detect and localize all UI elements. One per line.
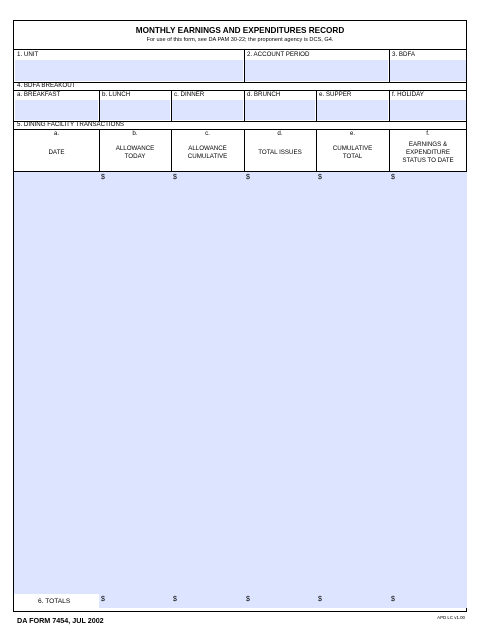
bdfa-breakout-field[interactable] [100, 100, 170, 120]
currency-symbol: $ [101, 174, 105, 181]
table-cell[interactable] [99, 376, 172, 391]
table-cell[interactable] [171, 390, 245, 405]
column-header [14, 149, 99, 157]
table-cell[interactable] [171, 349, 245, 364]
table-cell[interactable] [316, 444, 390, 459]
table-cell[interactable] [99, 267, 172, 282]
table-cell[interactable] [244, 553, 317, 568]
divider [99, 90, 100, 121]
table-cell[interactable] [14, 526, 100, 541]
table-cell[interactable] [389, 349, 467, 364]
currency-symbol: $ [173, 595, 177, 603]
table-cell[interactable] [14, 240, 100, 255]
table-cell[interactable] [316, 553, 390, 568]
transactions-title: 5. DINING FACILITY TRANSACTIONS [17, 121, 125, 128]
table-cell[interactable] [99, 430, 172, 445]
table-cell[interactable] [316, 471, 390, 486]
table-cell[interactable] [14, 226, 100, 241]
table-cell[interactable] [171, 362, 245, 377]
column-letter: c. [205, 130, 210, 137]
table-cell[interactable] [316, 349, 390, 364]
bdfa-breakout-label: b. LUNCH [102, 91, 131, 98]
table-cell[interactable] [14, 199, 100, 214]
table-cell[interactable] [389, 553, 467, 568]
table-cell[interactable] [244, 349, 317, 364]
table-cell[interactable] [244, 172, 317, 187]
table-cell[interactable] [171, 213, 245, 228]
table-cell[interactable] [244, 485, 317, 500]
column-header-line: CUMULATIVE [187, 153, 228, 160]
table-cell[interactable] [389, 458, 467, 473]
table-cell[interactable] [389, 186, 467, 201]
table-cell[interactable] [316, 580, 390, 595]
totals-cell[interactable] [244, 594, 317, 609]
currency-symbol: $ [391, 174, 395, 181]
table-cell[interactable] [171, 458, 245, 473]
table-cell[interactable] [316, 485, 390, 500]
table-cell[interactable] [244, 308, 317, 323]
table-cell[interactable] [316, 254, 390, 269]
table-cell[interactable] [389, 526, 467, 541]
table-cell[interactable] [14, 294, 100, 309]
table-cell[interactable] [14, 281, 100, 296]
table-cell[interactable] [389, 335, 467, 350]
table-cell[interactable] [389, 226, 467, 241]
table-cell[interactable] [99, 444, 172, 459]
table-cell[interactable] [14, 498, 100, 513]
table-cell[interactable] [99, 172, 172, 187]
table-cell[interactable] [244, 471, 317, 486]
column-header-line: EXPENDITURE [405, 149, 450, 156]
table-cell[interactable] [389, 390, 467, 405]
table-cell[interactable] [244, 498, 317, 513]
table-cell[interactable] [99, 566, 172, 581]
bdfa-label: 3. BDFA [392, 51, 416, 58]
column-header-line: DATE [48, 149, 65, 156]
table-cell[interactable] [171, 485, 245, 500]
table-cell[interactable] [171, 471, 245, 486]
divider [316, 90, 317, 121]
table-cell[interactable] [244, 458, 317, 473]
bdfa-breakout-label: c. DINNER [174, 91, 205, 98]
table-cell[interactable] [389, 580, 467, 595]
table-cell[interactable] [389, 403, 467, 418]
bdfa-breakout-label: d. BRUNCH [247, 91, 281, 98]
table-cell[interactable] [14, 553, 100, 568]
table-cell[interactable] [171, 335, 245, 350]
table-cell[interactable] [244, 281, 317, 296]
table-cell[interactable] [171, 526, 245, 541]
table-cell[interactable] [316, 172, 390, 187]
table-cell[interactable] [99, 240, 172, 255]
table-cell[interactable] [99, 199, 172, 214]
table-cell[interactable] [244, 294, 317, 309]
table-cell[interactable] [316, 281, 390, 296]
table-cell[interactable] [99, 322, 172, 337]
table-cell[interactable] [14, 308, 100, 323]
account-period-label: 2. ACCOUNT PERIOD [247, 51, 310, 58]
table-cell[interactable] [99, 226, 172, 241]
table-cell[interactable] [171, 308, 245, 323]
table-cell[interactable] [99, 526, 172, 541]
table-cell[interactable] [316, 526, 390, 541]
table-cell[interactable] [389, 322, 467, 337]
column-header-line: TOTAL ISSUES [258, 149, 302, 156]
table-cell[interactable] [389, 430, 467, 445]
currency-symbol: $ [246, 174, 250, 181]
currency-symbol: $ [246, 595, 250, 603]
table-cell[interactable] [244, 526, 317, 541]
table-cell[interactable] [171, 254, 245, 269]
table-cell[interactable] [99, 512, 172, 527]
table-cell[interactable] [389, 566, 467, 581]
divider [171, 129, 172, 171]
column-header-line: TOTAL [342, 153, 363, 160]
table-cell[interactable] [171, 322, 245, 337]
table-cell[interactable] [316, 390, 390, 405]
table-cell[interactable] [389, 254, 467, 269]
table-cell[interactable] [389, 199, 467, 214]
table-cell[interactable] [316, 199, 390, 214]
currency-symbol: $ [101, 595, 105, 603]
currency-symbol: $ [318, 174, 322, 181]
account-period-field[interactable] [245, 60, 388, 81]
table-cell[interactable] [389, 417, 467, 432]
table-cell[interactable] [244, 430, 317, 445]
table-cell[interactable] [14, 485, 100, 500]
table-cell[interactable] [99, 186, 172, 201]
table-cell[interactable] [316, 403, 390, 418]
table-cell[interactable] [14, 444, 100, 459]
table-cell[interactable] [99, 349, 172, 364]
table-cell[interactable] [99, 403, 172, 418]
table-cell[interactable] [244, 226, 317, 241]
table-cell[interactable] [14, 322, 100, 337]
table-cell[interactable] [389, 376, 467, 391]
table-cell[interactable] [14, 580, 100, 595]
table-cell[interactable] [316, 240, 390, 255]
table-cell[interactable] [14, 335, 100, 350]
table-cell[interactable] [99, 362, 172, 377]
table-cell[interactable] [14, 267, 100, 282]
column-header-line: ALLOWANCE [115, 145, 155, 152]
table-cell[interactable] [171, 444, 245, 459]
table-cell[interactable] [99, 254, 172, 269]
table-cell[interactable] [244, 213, 317, 228]
table-cell[interactable] [171, 430, 245, 445]
table-cell[interactable] [14, 566, 100, 581]
table-cell[interactable] [99, 471, 172, 486]
form-subtitle: For use of this form, see DA PAM 30-22; the proponent agency is DCS, G4. [146, 37, 334, 43]
totals-cell[interactable] [99, 594, 172, 609]
table-cell[interactable] [99, 539, 172, 554]
table-cell[interactable] [99, 553, 172, 568]
table-cell[interactable] [316, 512, 390, 527]
apd-version: APD LC v1.00 [437, 615, 465, 620]
table-cell[interactable] [99, 308, 172, 323]
divider [171, 90, 172, 121]
table-cell[interactable] [316, 267, 390, 282]
column-header-line: STATUS TO DATE [402, 157, 454, 164]
table-cell[interactable] [14, 254, 100, 269]
table-cell[interactable] [389, 213, 467, 228]
table-cell[interactable] [171, 553, 245, 568]
table-cell[interactable] [389, 485, 467, 500]
table-cell[interactable] [14, 539, 100, 554]
table-cell[interactable] [14, 186, 100, 201]
table-cell[interactable] [99, 458, 172, 473]
table-cell[interactable] [171, 267, 245, 282]
table-cell[interactable] [389, 240, 467, 255]
table-cell[interactable] [99, 498, 172, 513]
currency-symbol: $ [318, 595, 322, 603]
table-cell[interactable] [316, 335, 390, 350]
table-cell[interactable] [389, 471, 467, 486]
table-cell[interactable] [389, 512, 467, 527]
column-letter: e. [349, 130, 356, 137]
table-cell[interactable] [99, 417, 172, 432]
table-cell[interactable] [316, 322, 390, 337]
column-letter: d. [277, 130, 283, 137]
table-cell[interactable] [14, 390, 100, 405]
table-cell[interactable] [14, 430, 100, 445]
table-cell[interactable] [171, 281, 245, 296]
table-cell[interactable] [244, 539, 317, 554]
table-cell[interactable] [244, 335, 317, 350]
bdfa-breakout-field[interactable] [15, 100, 98, 120]
table-cell[interactable] [244, 254, 317, 269]
table-cell[interactable] [244, 390, 317, 405]
form-number: DA FORM 7454, JUL 2002 [17, 616, 104, 625]
totals-cell[interactable] [389, 594, 467, 609]
table-cell[interactable] [99, 281, 172, 296]
table-cell[interactable] [171, 417, 245, 432]
table-cell[interactable] [389, 267, 467, 282]
table-cell[interactable] [244, 267, 317, 282]
column-letter: f. [426, 130, 430, 137]
form-frame [13, 20, 467, 612]
table-cell[interactable] [14, 403, 100, 418]
table-cell[interactable] [99, 485, 172, 500]
column-header [99, 145, 171, 161]
divider [244, 129, 245, 171]
bdfa-breakout-title: 4. BDFA BREAKOUT [17, 82, 76, 89]
table-cell[interactable] [14, 172, 100, 187]
bdfa-field[interactable] [390, 60, 466, 81]
table-cell[interactable] [389, 498, 467, 513]
table-cell[interactable] [171, 580, 245, 595]
table-cell[interactable] [14, 376, 100, 391]
table-cell[interactable] [316, 417, 390, 432]
divider [316, 129, 317, 171]
table-cell[interactable] [316, 308, 390, 323]
table-cell[interactable] [316, 362, 390, 377]
column-header [244, 149, 316, 157]
table-cell[interactable] [316, 539, 390, 554]
table-cell[interactable] [14, 213, 100, 228]
divider [244, 90, 245, 121]
table-cell[interactable] [389, 308, 467, 323]
totals-cell[interactable] [316, 594, 390, 609]
table-cell[interactable] [99, 580, 172, 595]
table-cell[interactable] [389, 281, 467, 296]
table-cell[interactable] [244, 403, 317, 418]
bdfa-breakout-field[interactable] [172, 100, 243, 120]
table-cell[interactable] [389, 294, 467, 309]
divider [99, 129, 100, 171]
column-letter: b. [132, 130, 138, 137]
table-cell[interactable] [14, 362, 100, 377]
divider [14, 49, 466, 50]
table-cell[interactable] [171, 566, 245, 581]
table-cell[interactable] [171, 403, 245, 418]
table-cell[interactable] [99, 294, 172, 309]
column-header-line: ALLOWANCE [188, 145, 227, 152]
table-cell[interactable] [171, 240, 245, 255]
totals-label: 6. TOTALS [38, 598, 71, 605]
form-title: MONTHLY EARNINGS AND EXPENDITURES RECORD [135, 26, 345, 35]
table-cell[interactable] [14, 471, 100, 486]
table-cell[interactable] [171, 512, 245, 527]
table-cell[interactable] [316, 213, 390, 228]
table-cell[interactable] [316, 226, 390, 241]
table-cell[interactable] [14, 512, 100, 527]
totals-cell[interactable] [171, 594, 245, 609]
table-cell[interactable] [389, 172, 467, 187]
bdfa-breakout-field[interactable] [245, 100, 315, 120]
table-cell[interactable] [244, 417, 317, 432]
table-cell[interactable] [99, 335, 172, 350]
column-letter: a. [53, 130, 60, 137]
table-cell[interactable] [389, 362, 467, 377]
table-cell[interactable] [171, 376, 245, 391]
table-cell[interactable] [389, 539, 467, 554]
table-cell[interactable] [244, 199, 317, 214]
unit-label: 1. UNIT [17, 51, 39, 58]
column-header-line: CUMULATIVE [332, 145, 373, 152]
bdfa-breakout-label: f. HOLIDAY [392, 91, 424, 98]
table-cell[interactable] [171, 226, 245, 241]
table-cell[interactable] [244, 186, 317, 201]
table-cell[interactable] [244, 362, 317, 377]
column-header [316, 145, 389, 161]
currency-symbol: $ [391, 595, 395, 603]
bdfa-breakout-label: a. BREAKFAST [17, 91, 61, 98]
table-cell[interactable] [244, 322, 317, 337]
bdfa-breakout-field[interactable] [317, 100, 388, 120]
table-cell[interactable] [316, 294, 390, 309]
currency-symbol: $ [173, 174, 177, 181]
table-cell[interactable] [389, 444, 467, 459]
table-cell[interactable] [171, 172, 245, 187]
column-header [389, 141, 467, 165]
table-cell[interactable] [14, 349, 100, 364]
table-cell[interactable] [244, 580, 317, 595]
table-cell[interactable] [244, 444, 317, 459]
column-header-line: TODAY [124, 153, 146, 160]
table-cell[interactable] [99, 213, 172, 228]
table-cell[interactable] [316, 430, 390, 445]
table-cell[interactable] [316, 458, 390, 473]
table-cell[interactable] [99, 390, 172, 405]
table-cell[interactable] [316, 498, 390, 513]
table-cell[interactable] [171, 186, 245, 201]
table-cell[interactable] [171, 498, 245, 513]
table-cell[interactable] [14, 417, 100, 432]
table-cell[interactable] [171, 294, 245, 309]
column-header-line: EARNINGS & [408, 141, 448, 148]
table-cell[interactable] [244, 512, 317, 527]
table-cell[interactable] [316, 566, 390, 581]
table-cell[interactable] [316, 186, 390, 201]
table-cell[interactable] [171, 199, 245, 214]
table-cell[interactable] [171, 539, 245, 554]
table-cell[interactable] [244, 240, 317, 255]
table-cell[interactable] [244, 566, 317, 581]
table-cell[interactable] [14, 458, 100, 473]
divider [14, 82, 466, 83]
divider [389, 129, 390, 171]
table-cell[interactable] [244, 376, 317, 391]
column-header [171, 145, 244, 161]
divider [389, 90, 390, 121]
unit-field[interactable] [15, 60, 243, 81]
bdfa-breakout-label: e. SUPPER [319, 91, 352, 98]
table-cell[interactable] [316, 376, 390, 391]
bdfa-breakout-field[interactable] [390, 100, 466, 120]
